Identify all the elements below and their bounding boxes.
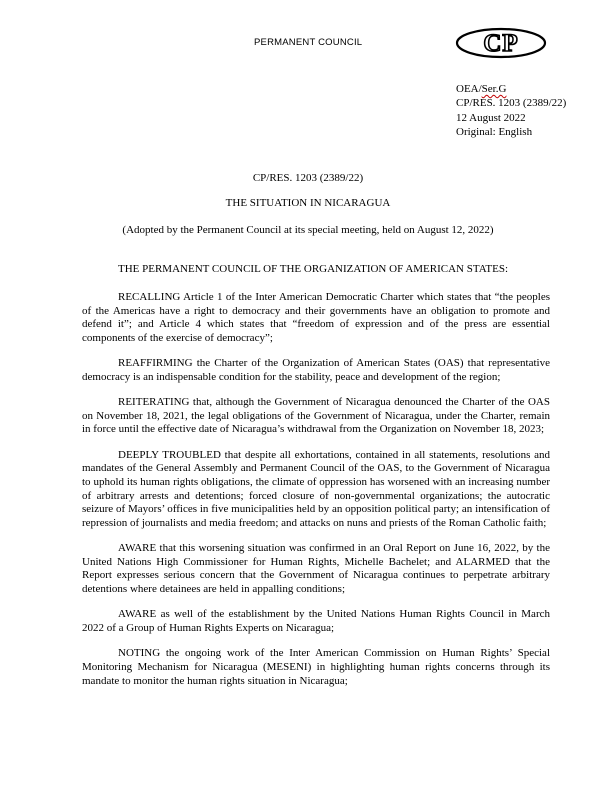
resolution-body: [82, 263, 550, 700]
paragraph-aware-report: AWARE that this worsening situation was confirmed in an Oral Report on June 16, 2022, by the United Nations High Commissioner for Human Rights, Michelle Bachelet; and ALARMED that the Report expresses serious concern that the Government of Nicaragua continues to perpetrate arbitrary detentions where detainees are held in appalling conditions;: [82, 542, 550, 595]
council-header: PERMANENT COUNCIL: [254, 37, 363, 48]
paragraph-deeply-troubled: DEEPLY TROUBLED that despite all exhortations, contained in all statements, resolutions and mandates of the General Assembly and Permanent Council of the OAS, to the Government of Nicaragua to uphold its human rights obligations, the climate of oppression has worsened with an increasing number of arbitrary arrests and detentions; forced closure of non-governmental organizations; the autocratic seizure of Mayors’ offices in five municipalities held by an opposition political party; an intensification of repression of journalists and media freedom; and attacks on nuns and priests of the Roman Catholic faith;: [82, 448, 550, 529]
resolution-ref: CP/RES. 1203 (2389/22): [456, 97, 567, 110]
resolution-title: THE SITUATION IN NICARAGUA: [225, 197, 391, 209]
paragraph-noting: NOTING the ongoing work of the Inter American Commission on Human Rights’ Special Monitoring Mechanism for Nicaragua (MESENI) in highlighting human rights concerns through its mandate to monitor the human rights situation in Nicaragua;: [82, 647, 550, 687]
series-suffix: Ser.G: [481, 83, 507, 95]
paragraph-recalling: RECALLING Article 1 of the Inter American Democratic Charter which states that “the peoples of the Americas have a right to democracy and their governments have an obligation to promote and defend it”; and Article 4 which states that “freedom of expression and of the press are essential components of the exercise of democracy”;: [82, 291, 550, 344]
paragraph-reiterating: REITERATING that, although the Government of Nicaragua denounced the Charter of the OAS on November 18, 2021, the legal obligations of the Government of Nicaragua, under the Charter, remain in force until the effective date of Nicaragua’s withdrawal from the Organization on November 18, 2023;: [82, 396, 550, 436]
series-prefix: OEA/: [456, 83, 482, 95]
document-meta: [456, 82, 566, 139]
resolution-number: CP/RES. 1203 (2389/22): [252, 172, 364, 184]
series-line: [456, 82, 566, 96]
original-language: Original: English: [456, 125, 533, 138]
logo-text: CP: [483, 30, 519, 57]
adoption-note: (Adopted by the Permanent Council at its special meeting, held on August 12, 2022): [122, 224, 494, 236]
council-heading: THE PERMANENT COUNCIL OF THE ORGANIZATION OF AMERICAN STATES:: [118, 263, 509, 275]
paragraph-aware-experts: AWARE as well of the establishment by the United Nations Human Rights Council in March 2022 of a Group of Human Rights Experts on Nicaragua;: [82, 608, 550, 634]
document-date: 12 August 2022: [456, 111, 526, 124]
cp-logo: [455, 27, 547, 59]
paragraph-reaffirming: REAFFIRMING the Charter of the Organization of American States (OAS) that representative democracy is an indispensable condition for the stability, peace and development of the region;: [82, 357, 550, 383]
